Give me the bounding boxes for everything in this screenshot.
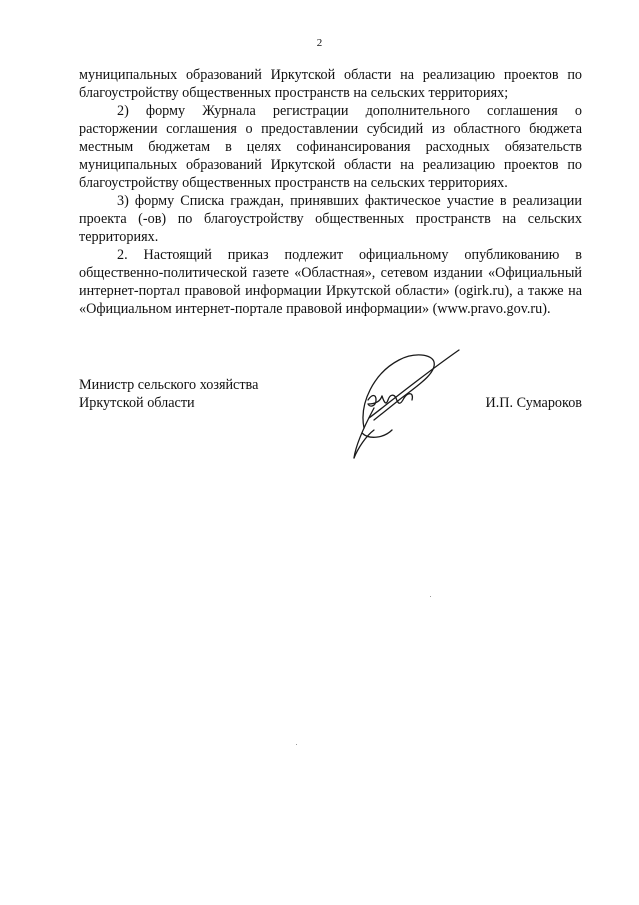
signature-block <box>79 376 582 476</box>
signer-position-line-1: Министр сельского хозяйства <box>79 377 259 393</box>
paragraph-clause-2: 2. Настоящий приказ подлежит официальному опубликованию в общественно-политической газете «Областная», сетевом издании «Официальный интернет-портал правовой информации Иркутской области» (ogirk.ru), а также на «Официальном интернет-портале правовой информации» (www.pravo.gov.ru). <box>79 247 582 317</box>
handwritten-signature <box>344 348 464 463</box>
signer-position <box>79 376 258 412</box>
paragraph-continuation: муниципальных образований Иркутской области на реализацию проектов по благоустройству общественных пространств на сельских территориях; <box>79 67 582 101</box>
page-number: 2 <box>316 37 323 49</box>
signer-position-line-2: Иркутской области <box>79 395 195 411</box>
document-body <box>79 66 582 318</box>
signer-name: И.П. Сумароков <box>485 395 582 411</box>
paragraph-item-3: 3) форму Списка граждан, принявших фактическое участие в реализации проекта (-ов) по благоустройству общественных пространств на сельских территориях. <box>79 193 582 245</box>
paragraph-item-2: 2) форму Журнала регистрации дополнительного соглашения о расторжении соглашения о предоставлении субсидий из областного бюджета местным бюджетам в целях софинансирования расходных обязательств муниципальных образований Иркутской области на реализацию проектов по благоустройству общественных пространств на сельских территориях. <box>79 103 582 191</box>
scan-artifact <box>430 596 431 597</box>
scan-artifact <box>296 744 297 745</box>
